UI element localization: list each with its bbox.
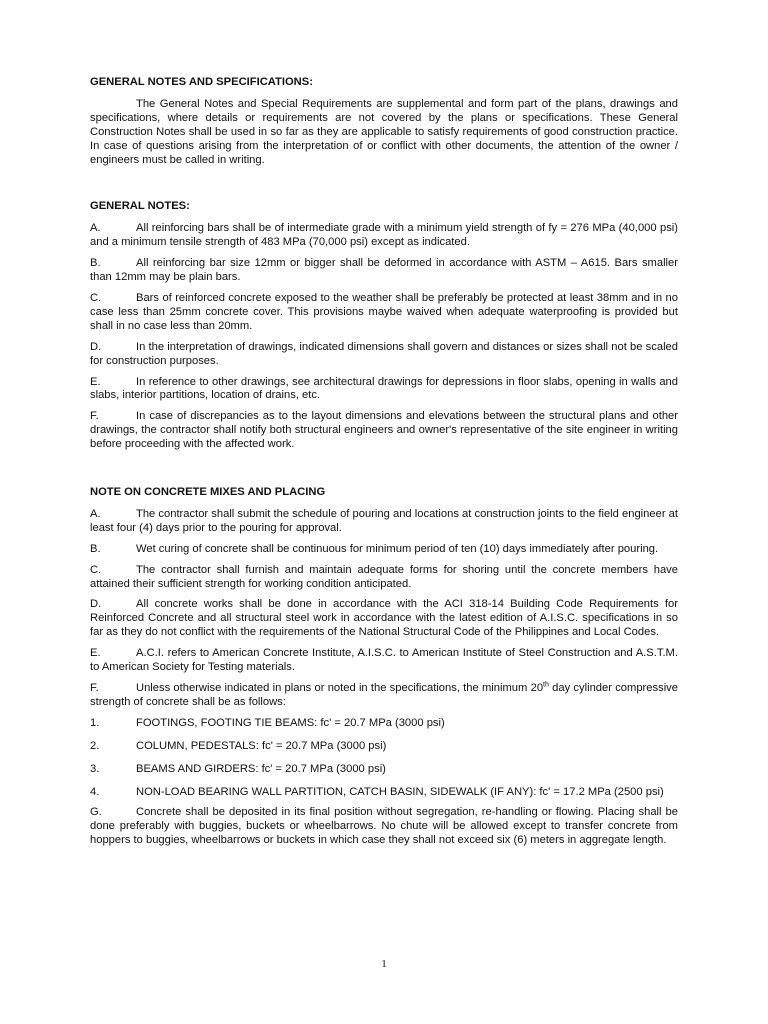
item-text: In case of discrepancies as to the layout dimensions and elevations between the structural plans and other drawings, the contractor shall notify both structural engineers and owner's representative of the site engineer in writing before proceeding with the affected work. [90,410,678,451]
item-text: Concrete shall be deposited in its final position without segregation, re-handling or flowing. Placing shall be done preferably with buggies, buckets or wheelbarrows. No chute will be allowed except to transfer concrete from hoppers to buggies, wheelbarrows or buckets in which case they shall not exceed six (6) meters in aggregate length. [90,806,678,847]
item-label: C. [90,291,102,304]
item-label: E. [90,375,101,388]
item-label: 1. [90,716,100,729]
item-label: A. [90,222,101,235]
item-label: E. [90,647,101,660]
list-item [90,508,678,536]
list-item [90,222,678,250]
item-text: Wet curing of concrete shall be continuous for minimum period of ten (10) days immediately after pouring. [136,542,659,555]
item-label: A. [90,507,101,520]
concrete-notes-list [90,508,678,848]
item-text: All concrete works shall be done in accordance with the ACI 318-14 Building Code Requirements for Reinforced Concrete and all structural steel work in accordance with the latest edition of A.I.S.C. specifications in so far as they do not conflict with the requirements of the National Structural Code of the Philippines and Local Codes. [90,598,678,639]
item-label: F. [90,682,99,694]
list-item [90,564,678,592]
item-label: G. [90,806,102,819]
item-text: Unless otherwise indicated in plans or noted in the specifications, the minimum 20 [136,682,544,694]
section-title-general-notes-specifications: GENERAL NOTES AND SPECIFICATIONS: [90,76,313,88]
general-notes-list [90,222,678,452]
list-item [90,682,678,710]
list-item [90,806,678,848]
item-label: 2. [90,739,100,752]
strength-item [90,740,678,754]
list-item [90,543,678,557]
item-text: BEAMS AND GIRDERS: fc' = 20.7 MPa (3000 psi) [136,762,386,775]
list-item [90,376,678,404]
item-text: The contractor shall submit the schedule of pouring and locations at construction joints to the field engineer at least four (4) days prior to the pouring for approval. [90,507,678,534]
item-text: COLUMN, PEDESTALS: fc' = 20.7 MPa (3000 psi) [136,739,387,752]
item-text: In the interpretation of drawings, indicated dimensions shall govern and distances or sizes shall not be scaled for construction purposes. [90,340,678,367]
section-title-general-notes: GENERAL NOTES: [90,200,190,213]
item-text: The contractor shall furnish and maintain adequate forms for shoring until the concrete members have attained their sufficient strength for working condition anticipated. [90,563,678,590]
item-text-continued: day cylinder compressive strength of concrete shall be as follows: [90,682,678,708]
item-label: D. [90,340,102,353]
list-item [90,292,678,334]
list-item [90,647,678,675]
item-text: FOOTINGS, FOOTING TIE BEAMS: fc' = 20.7 MPa (3000 psi) [136,716,445,729]
list-item [90,410,678,452]
item-label: 4. [90,785,100,798]
strength-item [90,763,678,777]
page-number: 1 [381,958,387,970]
strength-item [90,786,678,800]
item-label: D. [90,598,102,611]
item-text: A.C.I. refers to American Concrete Institute, A.I.S.C. to American Institute of Steel Construction and A.S.T.M. to American Society for Testing materials. [90,647,678,674]
item-label: F. [90,410,99,423]
document-page [90,76,678,848]
list-item [90,341,678,369]
item-text: NON-LOAD BEARING WALL PARTITION, CATCH BASIN, SIDEWALK (IF ANY): fc' = 17.2 MPa (2500 psi) [136,785,664,798]
item-label: 3. [90,762,100,775]
section-title-concrete-mixes: NOTE ON CONCRETE MIXES AND PLACING [90,486,326,499]
strength-item [90,717,678,731]
item-label: B. [90,257,101,270]
ordinal-suffix: th [543,681,549,689]
item-text: Bars of reinforced concrete exposed to the weather shall be preferably be protected at least 38mm and in no case less than 25mm concrete cover. This provisions maybe waived when adequate waterproofing is provided but shall in no case less than 20mm. [90,291,678,332]
item-text: All reinforcing bar size 12mm or bigger shall be deformed in accordance with ASTM – A615. Bars smaller than 12mm may be plain bars. [90,257,678,284]
list-item [90,257,678,285]
item-text: All reinforcing bars shall be of intermediate grade with a minimum yield strength of fy = 276 MPa (40,000 psi) and a minimum tensile strength of 483 MPa (70,000 psi) except as indicated. [90,222,678,249]
list-item [90,598,678,640]
item-label: C. [90,563,102,576]
item-text: In reference to other drawings, see architectural drawings for depressions in floor slabs, opening in walls and slabs, interior partitions, location of drains, etc. [90,375,678,402]
item-label: B. [90,542,101,555]
intro-paragraph: The General Notes and Special Requirements are supplemental and form part of the plans, drawings and specifications, where details or requirements are not covered by the plans or specifications. These General Construction Notes shall be used in so far as they are applicable to satisfy requirements of good construction practice. In case of questions arising from the interpretation of or conflict with other documents, the attention of the owner / engineers must be called in writing. [90,97,678,166]
